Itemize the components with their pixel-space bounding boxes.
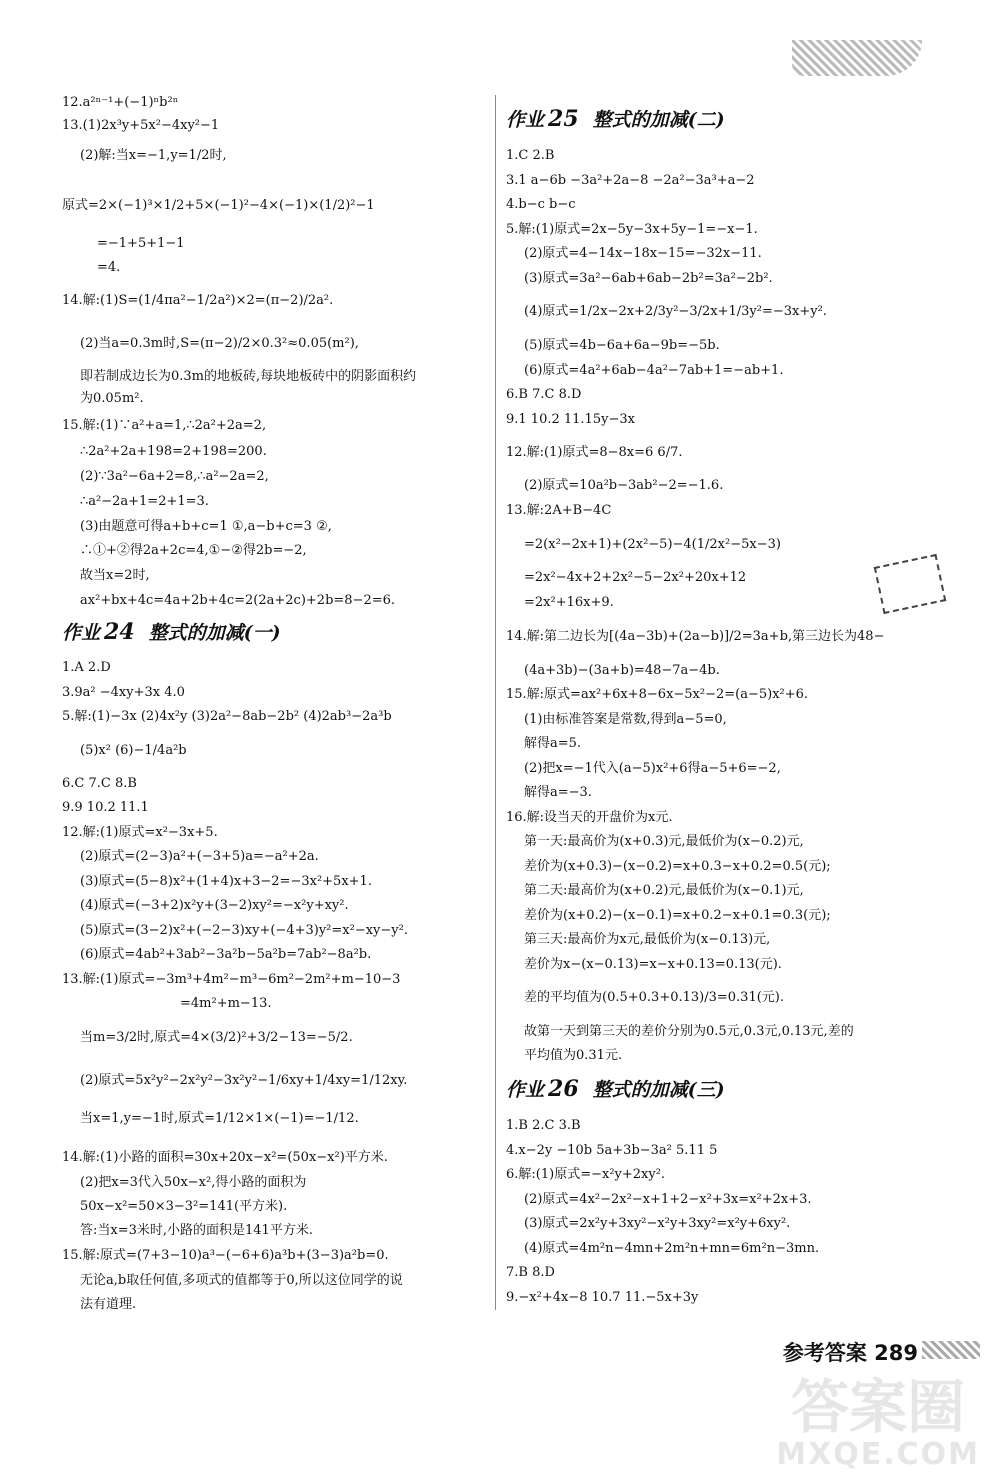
- answer-line: 6.C 7.C 8.B: [62, 776, 137, 791]
- heading-number: 26: [548, 1076, 579, 1102]
- answer-line: (4)原式=(−3+2)x²y+(3−2)xy²=−x²y+xy².: [80, 898, 349, 913]
- answer-line: (4)原式=4m²n−4mn+2m²n+mn=6m²n−3mn.: [524, 1241, 820, 1256]
- answer-line: 解得a=−3.: [524, 785, 592, 800]
- answer-line: 12.解:(1)原式=x²−3x+5.: [62, 825, 218, 840]
- answer-line: (3)原式=(5−8)x²+(1+4)x+3−2=−3x²+5x+1.: [80, 874, 372, 889]
- answer-line: 6.解:(1)原式=−x²y+2xy².: [506, 1167, 666, 1182]
- answer-line: 差价为x−(x−0.13)=x−x+0.13=0.13(元).: [524, 957, 782, 972]
- header-decoration: [792, 40, 922, 76]
- answer-line: 15.解:原式=(7+3−10)a³−(−6+6)a³b+(3−3)a²b=0.: [62, 1248, 389, 1263]
- answer-line: 5.解:(1)原式=2x−5y−3x+5y−1=−x−1.: [506, 222, 758, 237]
- answer-line: (5)原式=(3−2)x²+(−2−3)xy+(−4+3)y²=x²−xy−y².: [80, 923, 408, 938]
- answer-line: (2)把x=−1代入(a−5)x²+6得a−5+6=−2,: [524, 761, 781, 776]
- answer-line: (2)原式=4−14x−18x−15=−32x−11.: [524, 246, 762, 261]
- heading-prefix: 作业: [62, 622, 101, 644]
- heading-title: 整式的加减(一): [148, 622, 281, 644]
- answer-line: =2x²+16x+9.: [524, 595, 614, 610]
- answer-line: (2)原式=4x²−2x²−x+1+2−x²+3x=x²+2x+3.: [524, 1192, 812, 1207]
- answer-line: 6.B 7.C 8.D: [506, 387, 582, 402]
- answer-line: 即若制成边长为0.3m的地板砖,每块地板砖中的阴影面积约: [80, 369, 417, 384]
- answer-line: 1.A 2.D: [62, 660, 111, 675]
- answer-line: 4.b−c b−c: [506, 197, 576, 212]
- answer-line: 14.解:(1)S=(1/4πa²−1/2a²)×2=(π−2)/2a².: [62, 293, 334, 308]
- answer-line: 第二天:最高价为(x+0.2)元,最低价为(x−0.1)元,: [524, 883, 804, 898]
- answer-line: 3.1 a−6b −3a²+2a−8 −2a²−3a³+a−2: [506, 173, 755, 188]
- answer-line: =−1+5+1−1: [97, 236, 185, 251]
- answer-line: (2)原式=10a²b−3ab²−2=−1.6.: [524, 478, 724, 493]
- answer-line: 15.解:原式=ax²+6x+8−6x−5x²−2=(a−5)x²+6.: [506, 687, 809, 702]
- answer-line: (5)原式=4b−6a+6a−9b=−5b.: [524, 338, 720, 353]
- answer-line: =2(x²−2x+1)+(2x²−5)−4(1/2x²−5x−3): [524, 537, 781, 552]
- answer-line: (3)由题意可得a+b+c=1 ①,a−b+c=3 ②,: [80, 519, 332, 534]
- answer-line: 5.解:(1)−3x (2)4x²y (3)2a²−8ab−2b² (4)2ab³−2a³b: [62, 709, 392, 724]
- answer-line: 13.解:(1)原式=−3m³+4m²−m³−6m²−2m²+m−10−3: [62, 972, 401, 987]
- answer-line: 当m=3/2时,原式=4×(3/2)²+3/2−13=−5/2.: [80, 1030, 353, 1045]
- answer-line: 16.解:设当天的开盘价为x元.: [506, 810, 673, 825]
- watermark-logo: 答案圈: [791, 1373, 966, 1441]
- answer-line: (6)原式=4a²+6ab−4a²−7ab+1=−ab+1.: [524, 363, 784, 378]
- answer-line: (2)把x=3代入50x−x²,得小路的面积为: [80, 1175, 307, 1190]
- answer-line: =2x²−4x+2+2x²−5−2x²+20x+12: [524, 570, 747, 585]
- watermark: [776, 1373, 980, 1472]
- answer-line: (2)当a=0.3m时,S=(π−2)/2×0.3²≈0.05(m²),: [80, 336, 359, 351]
- answer-line: 7.B 8.D: [506, 1265, 555, 1280]
- answer-line: 13.解:2A+B−4C: [506, 503, 612, 518]
- answer-line: 4.x−2y −10b 5a+3b−3a² 5.11 5: [506, 1143, 718, 1158]
- answer-line: (2)解:当x=−1,y=1/2时,: [80, 148, 227, 163]
- heading-title: 整式的加减(三): [592, 1079, 725, 1101]
- section-heading: [506, 108, 725, 131]
- answer-line: =4m²+m−13.: [180, 996, 272, 1011]
- answer-line: 12.a²ⁿ⁻¹+(−1)ⁿb²ⁿ: [62, 95, 179, 110]
- answer-line: 差的平均值为(0.5+0.3+0.13)/3=0.31(元).: [524, 990, 784, 1005]
- answer-line: 第一天:最高价为(x+0.3)元,最低价为(x−0.2)元,: [524, 834, 804, 849]
- section-heading: [506, 1078, 725, 1101]
- answer-line: 法有道理.: [80, 1297, 137, 1312]
- answer-line: (1)由标准答案是常数,得到a−5=0,: [524, 712, 727, 727]
- answer-line: 原式=2×(−1)³×1/2+5×(−1)²−4×(−1)×(1/2)²−1: [62, 198, 375, 213]
- answer-line: (4)原式=1/2x−2x+2/3y²−3/2x+1/3y²=−3x+y².: [524, 304, 827, 319]
- answer-line: 15.解:(1)∵a²+a=1,∴2a²+2a=2,: [62, 418, 267, 433]
- answer-line: ax²+bx+4c=4a+2b+4c=2(2a+2c)+2b=8−2=6.: [80, 593, 396, 608]
- answer-line: (2)原式=5x²y²−2x²y²−3x²y²−1/6xy+1/4xy=1/12xy.: [80, 1073, 408, 1088]
- answer-line: (2)原式=(2−3)a²+(−3+5)a=−a²+2a.: [80, 849, 319, 864]
- answer-line: (3)原式=3a²−6ab+6ab−2b²=3a²−2b².: [524, 271, 773, 286]
- answer-line: 平均值为0.31元.: [524, 1048, 623, 1063]
- answer-line: ∴a²−2a+1=2+1=3.: [80, 494, 209, 509]
- footer: [783, 1337, 918, 1367]
- stamp-mark: [874, 554, 947, 614]
- answer-line: 故第一天到第三天的差价分别为0.5元,0.3元,0.13元,差的: [524, 1024, 854, 1039]
- section-heading: [62, 621, 281, 644]
- heading-title: 整式的加减(二): [592, 109, 725, 131]
- answer-line: (5)x² (6)−1/4a²b: [80, 743, 187, 758]
- answer-line: 为0.05m².: [80, 391, 144, 406]
- answer-line: (2)∵3a²−6a+2=8,∴a²−2a=2,: [80, 469, 269, 484]
- answer-line: 故当x=2时,: [80, 568, 150, 583]
- answer-line: =4.: [97, 260, 121, 275]
- answer-line: 9.9 10.2 11.1: [62, 800, 149, 815]
- answer-line: 14.解:第二边长为[(4a−3b)+(2a−b)]/2=3a+b,第三边长为48−: [506, 629, 885, 644]
- heading-prefix: 作业: [506, 1079, 545, 1101]
- answer-line: 第三天:最高价为x元,最低价为(x−0.13)元,: [524, 932, 771, 947]
- footer-label: 参考答案: [782, 1341, 867, 1365]
- answer-line: ∴2a²+2a+198=2+198=200.: [80, 444, 267, 459]
- watermark-url: MXQE.COM: [776, 1437, 980, 1472]
- answer-line: 差价为(x+0.2)−(x−0.1)=x+0.2−x+0.1=0.3(元);: [524, 908, 831, 923]
- answer-line: 50x−x²=50×3−3²=141(平方米).: [80, 1199, 288, 1214]
- answer-line: (6)原式=4ab²+3ab²−3a²b−5a²b=7ab²−8a²b.: [80, 947, 372, 962]
- column-divider: [495, 95, 496, 1310]
- page-number: 289: [874, 1341, 918, 1365]
- footer-decoration: [922, 1341, 980, 1359]
- answer-line: 13.(1)2x³y+5x²−4xy²−1: [62, 118, 220, 133]
- answer-line: 1.C 2.B: [506, 148, 555, 163]
- answer-line: 12.解:(1)原式=8−8x=6 6/7.: [506, 445, 683, 460]
- answer-line: 无论a,b取任何值,多项式的值都等于0,所以这位同学的说: [80, 1273, 403, 1288]
- answer-line: 3.9a² −4xy+3x 4.0: [62, 685, 185, 700]
- heading-number: 24: [104, 619, 135, 645]
- answer-line: (4a+3b)−(3a+b)=48−7a−4b.: [524, 663, 720, 678]
- answer-line: ∴①+②得2a+2c=4,①−②得2b=−2,: [80, 543, 307, 558]
- answer-line: 当x=1,y=−1时,原式=1/12×1×(−1)=−1/12.: [80, 1111, 359, 1126]
- answer-line: 答:当x=3米时,小路的面积是141平方米.: [80, 1223, 313, 1238]
- heading-number: 25: [548, 106, 579, 132]
- answer-line: 14.解:(1)小路的面积=30x+20x−x²=(50x−x²)平方米.: [62, 1150, 388, 1165]
- answer-line: (3)原式=2x²y+3xy²−x²y+3xy²=x²y+6xy².: [524, 1216, 791, 1231]
- answer-line: 差价为(x+0.3)−(x−0.2)=x+0.3−x+0.2=0.5(元);: [524, 859, 831, 874]
- answer-line: 9.−x²+4x−8 10.7 11.−5x+3y: [506, 1290, 699, 1305]
- answer-line: 1.B 2.C 3.B: [506, 1118, 581, 1133]
- heading-prefix: 作业: [506, 109, 545, 131]
- answer-line: 9.1 10.2 11.15y−3x: [506, 412, 635, 427]
- answer-line: 解得a=5.: [524, 736, 582, 751]
